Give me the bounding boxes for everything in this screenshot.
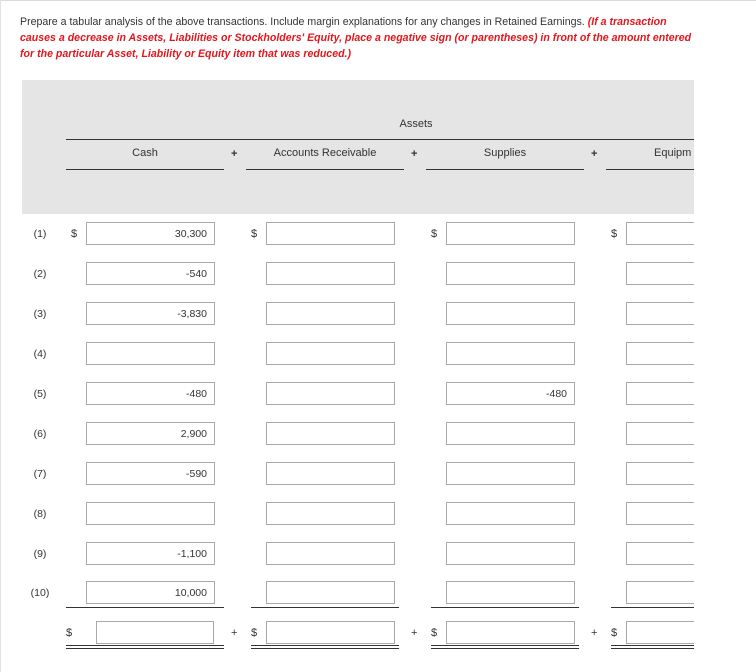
accounts-receivable-input-row-5[interactable] — [266, 382, 395, 405]
column-header-cash: Cash — [132, 147, 158, 159]
supplies-input-row-2[interactable] — [446, 262, 575, 285]
currency-symbol: $ — [251, 627, 258, 639]
cash-input-row-4[interactable] — [86, 342, 215, 365]
supplies-input-row-8[interactable] — [446, 502, 575, 525]
equipment-input-row-3[interactable] — [626, 302, 694, 325]
plus-sign: + — [231, 627, 238, 639]
equipment-input-row-8[interactable] — [626, 502, 694, 525]
cash-input-row-8[interactable] — [86, 502, 215, 525]
currency-symbol: $ — [66, 627, 73, 639]
sum-rule — [431, 607, 579, 608]
equipment-input-row-10[interactable] — [626, 581, 694, 604]
accounts-receivable-input-row-9[interactable] — [266, 542, 395, 565]
equipment-input-row-5[interactable] — [626, 382, 694, 405]
plus-sign: + — [231, 148, 238, 160]
supplies-input-row-5[interactable] — [446, 382, 575, 405]
cash-input-row-6[interactable] — [86, 422, 215, 445]
currency-symbol: $ — [71, 228, 78, 240]
frame-left-border — [0, 0, 1, 672]
supplies-input-row-6[interactable] — [446, 422, 575, 445]
row-label: (5) — [33, 388, 47, 400]
equipment-input-row-9[interactable] — [626, 542, 694, 565]
plus-sign: + — [591, 627, 598, 639]
accounts-receivable-input-row-7[interactable] — [266, 462, 395, 485]
cash-input-row-10[interactable] — [86, 581, 215, 604]
row-label: (7) — [33, 468, 47, 480]
column-header-rule — [246, 169, 404, 170]
total-double-rule — [251, 645, 399, 649]
equipment-input-row-1[interactable] — [626, 222, 694, 245]
cash-input-row-7[interactable] — [86, 462, 215, 485]
currency-symbol: $ — [611, 627, 618, 639]
row-label: (4) — [33, 348, 47, 360]
plus-sign: + — [591, 148, 598, 160]
accounts-receivable-input-row-6[interactable] — [266, 422, 395, 445]
supplies-input-row-9[interactable] — [446, 542, 575, 565]
row-label: (3) — [33, 308, 47, 320]
supplies-input-row-7[interactable] — [446, 462, 575, 485]
equipment-input-row-2[interactable] — [626, 262, 694, 285]
column-header-rule — [606, 169, 694, 170]
cash-input-row-9[interactable] — [86, 542, 215, 565]
equipment-input-row-4[interactable] — [626, 342, 694, 365]
supplies-input-row-3[interactable] — [446, 302, 575, 325]
column-header-equipment: Equipm — [654, 147, 692, 159]
equipment-total-input[interactable] — [626, 621, 694, 644]
currency-symbol: $ — [431, 627, 438, 639]
cash-input-row-2[interactable] — [86, 262, 215, 285]
row-label: (1) — [33, 228, 47, 240]
assets-group-rule — [66, 139, 694, 140]
accounts-receivable-input-row-3[interactable] — [266, 302, 395, 325]
instructions — [20, 14, 700, 62]
accounts-receivable-input-row-8[interactable] — [266, 502, 395, 525]
currency-symbol: $ — [431, 228, 438, 240]
row-label: (10) — [30, 587, 50, 599]
row-label: (2) — [33, 268, 47, 280]
cash-input-row-3[interactable] — [86, 302, 215, 325]
row-label: (9) — [33, 548, 47, 560]
column-header-rule — [66, 169, 224, 170]
currency-symbol: $ — [251, 228, 258, 240]
accounts-receivable-input-row-4[interactable] — [266, 342, 395, 365]
accounts-receivable-total-input[interactable] — [266, 621, 395, 644]
total-double-rule — [66, 645, 224, 649]
currency-symbol: $ — [611, 228, 618, 240]
instructions-warning: (If a transaction causes a decrease in Assets, Liabilities or Stockholders' Equity, place a negative sign (or parentheses) in front of the amount entered for the particular Asset, Liability or Equity item that was reduced.) — [20, 16, 692, 60]
supplies-input-row-1[interactable] — [446, 222, 575, 245]
column-header-rule — [426, 169, 584, 170]
accounts-receivable-input-row-1[interactable] — [266, 222, 395, 245]
accounts-receivable-input-row-10[interactable] — [266, 581, 395, 604]
sum-rule — [251, 607, 399, 608]
sum-rule — [66, 607, 224, 608]
row-label: (6) — [33, 428, 47, 440]
equipment-input-row-7[interactable] — [626, 462, 694, 485]
equipment-input-row-6[interactable] — [626, 422, 694, 445]
plus-sign: + — [411, 148, 418, 160]
supplies-total-input[interactable] — [446, 621, 575, 644]
plus-sign: + — [411, 627, 418, 639]
accounts-receivable-input-row-2[interactable] — [266, 262, 395, 285]
cash-input-row-1[interactable] — [86, 222, 215, 245]
column-header-accounts-receivable: Accounts Receivable — [273, 147, 377, 159]
frame-top-border — [0, 0, 756, 3]
total-double-rule — [431, 645, 579, 649]
instructions-text: Prepare a tabular analysis of the above transactions. Include margin explanations for any changes in Retained Earnings. — [20, 16, 585, 28]
row-label: (8) — [33, 508, 47, 520]
cash-input-row-5[interactable] — [86, 382, 215, 405]
cash-total-input[interactable] — [96, 621, 214, 644]
supplies-input-row-10[interactable] — [446, 581, 575, 604]
total-double-rule — [611, 645, 694, 649]
sum-rule — [611, 607, 694, 608]
column-header-supplies: Supplies — [483, 147, 527, 159]
assets-group-header: Assets — [399, 118, 433, 130]
supplies-input-row-4[interactable] — [446, 342, 575, 365]
